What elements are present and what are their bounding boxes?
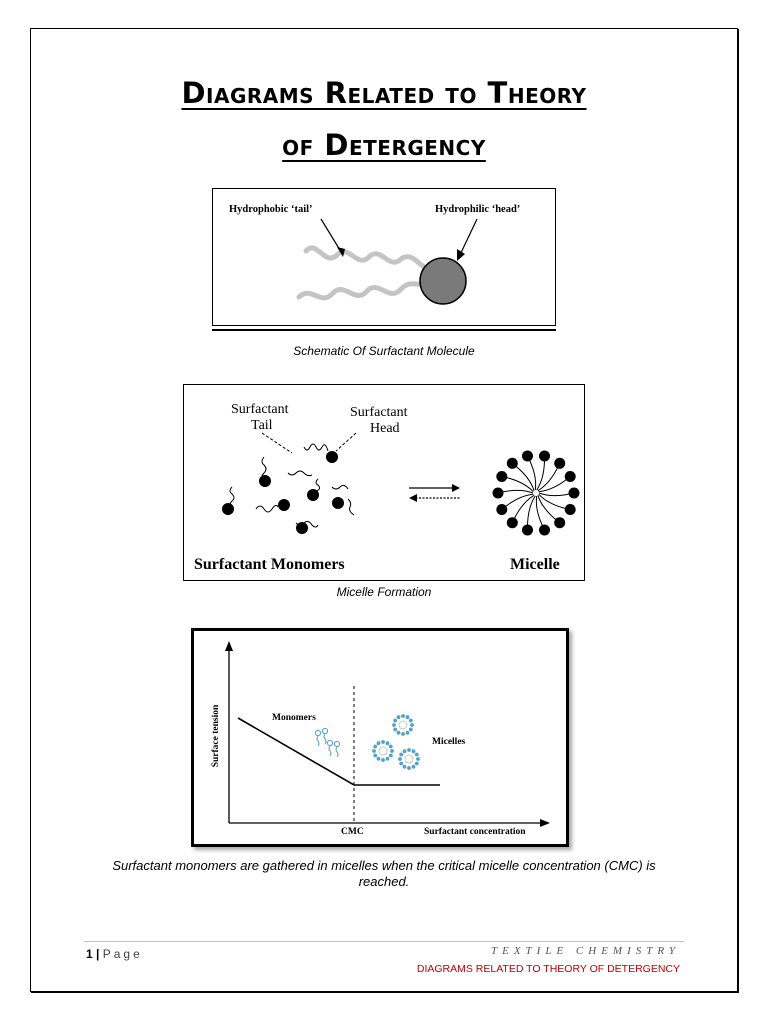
micelle-icon-head — [372, 749, 376, 753]
micelle-head — [496, 504, 507, 515]
forward-arrowhead — [452, 484, 460, 492]
micelle-icon-head — [415, 762, 419, 766]
figure1-caption: Schematic Of Surfactant Molecule — [293, 344, 475, 358]
micelle-icons — [372, 714, 420, 770]
surfactant-monomers-label: Surfactant Monomers — [194, 556, 345, 573]
micelle-icon-head — [406, 731, 410, 735]
micelle-formation-diagram — [184, 385, 584, 580]
micelle-formation-figure — [183, 384, 585, 581]
tail-label-pointer — [262, 433, 292, 453]
micelle-icon-head — [390, 749, 394, 753]
micelle-head — [496, 471, 507, 482]
micelle-icon-head — [381, 758, 385, 762]
cmc-graph-figure — [191, 628, 569, 847]
monomer-icons — [315, 728, 339, 757]
micelle-head — [565, 471, 576, 482]
cmc-graph — [194, 631, 566, 844]
surfactant-tail-label-line-2: Tail — [251, 418, 273, 433]
figure3-caption-line-1: Surfactant monomers are gathered in micelles when the critical micelle concentration (CMC) is — [112, 858, 656, 873]
head-pointer-arrow — [459, 219, 477, 257]
page-title-line-2: of Detergency — [282, 128, 486, 162]
micelle-icon-head — [403, 749, 407, 753]
running-header-title: DIAGRAMS RELATED TO THEORY OF DETERGENCY — [416, 963, 680, 975]
micelle-icon-core — [399, 721, 407, 729]
hydrophobic-tail-upper — [306, 248, 427, 269]
micelle-icon-head — [416, 757, 420, 761]
micelle-head — [507, 517, 518, 528]
micelle-head — [522, 525, 533, 536]
surfactant-monomer-heads — [222, 451, 344, 534]
y-axis-arrowhead — [225, 641, 233, 651]
micelle-icon-head — [409, 728, 413, 732]
page-number-block — [86, 947, 143, 961]
micelle-head — [554, 517, 565, 528]
micelle-icon-head — [398, 757, 402, 761]
micelle-icon-head — [381, 740, 385, 744]
surfactant-molecule-diagram — [213, 189, 555, 325]
micelle-icon-head — [377, 757, 381, 761]
hydrophobic-tail-label: Hydrophobic ‘tail’ — [229, 204, 313, 215]
micelle-icon-head — [407, 766, 411, 770]
micelle-icon-head — [386, 741, 390, 745]
micelles-label: Micelles — [432, 737, 466, 747]
micelle-icon-head — [399, 762, 403, 766]
figure3-caption-line-2: reached. — [358, 874, 410, 889]
surfactant-molecule-figure — [212, 188, 556, 326]
micelle-head — [565, 504, 576, 515]
micelle-head — [507, 458, 518, 469]
monomers-label: Monomers — [272, 713, 316, 723]
figure1-underline — [212, 329, 556, 331]
micelle-icon-head — [373, 754, 377, 758]
cmc-label: CMC — [341, 827, 364, 837]
head-label-pointer — [336, 433, 356, 451]
micelle-icon-head — [392, 723, 396, 727]
micelle-icon-head — [399, 753, 403, 757]
figure2-caption: Micelle Formation — [336, 585, 432, 599]
surfactant-tail-label-line-1: Surfactant — [231, 402, 289, 417]
x-axis-arrowhead — [540, 819, 550, 827]
micelle-head — [539, 451, 550, 462]
hydrophilic-head-circle — [420, 258, 466, 304]
page-title-line-1: Diagrams Related to Theory — [181, 76, 587, 110]
micelle-icon-head — [407, 748, 411, 752]
micelle-icon-core — [379, 747, 387, 755]
micelle-head — [522, 451, 533, 462]
reverse-arrowhead — [409, 494, 417, 502]
running-header-subject: TEXTILE CHEMISTRY — [490, 945, 680, 957]
micelle-icon-head — [393, 719, 397, 723]
micelle-icon-head — [412, 765, 416, 769]
y-axis-label: Surface tension — [211, 704, 221, 768]
micelle-icon-head — [397, 715, 401, 719]
micelle-icon-head — [415, 753, 419, 757]
page-word: Page — [102, 947, 143, 961]
micelle-icon-head — [397, 731, 401, 735]
head-arrowhead — [457, 249, 465, 261]
micelle-label: Micelle — [510, 556, 560, 573]
micelle-head — [539, 525, 550, 536]
hydrophobic-tail-lower — [299, 283, 425, 298]
micelle-icon-head — [377, 741, 381, 745]
micelle-icon-head — [410, 723, 414, 727]
micelle-icon-core — [405, 755, 413, 763]
micelle-icon-head — [386, 757, 390, 761]
micelle-head — [554, 458, 565, 469]
micelle-icon-head — [401, 714, 405, 718]
page-separator: | — [96, 947, 100, 961]
micelle-structure — [493, 451, 580, 536]
micelle-icon-head — [389, 754, 393, 758]
hydrophilic-head-label: Hydrophilic ‘head’ — [435, 204, 521, 215]
surfactant-head-label-line-1: Surfactant — [350, 405, 408, 420]
page-number: 1 — [86, 947, 93, 961]
micelle-icon-head — [406, 715, 410, 719]
micelle-icon-head — [403, 765, 407, 769]
surfactant-head-label-line-2: Head — [370, 421, 400, 436]
micelle-icon-head — [389, 745, 393, 749]
micelle-icon-head — [412, 749, 416, 753]
footer-divider — [84, 941, 684, 942]
micelle-head — [569, 488, 580, 499]
micelle-icon-head — [409, 719, 413, 723]
micelle-icon-head — [393, 728, 397, 732]
micelle-icon-head — [373, 745, 377, 749]
micelle-icon-head — [401, 732, 405, 736]
x-axis-label: Surfactant concentration — [424, 827, 526, 837]
micelle-head — [493, 488, 504, 499]
